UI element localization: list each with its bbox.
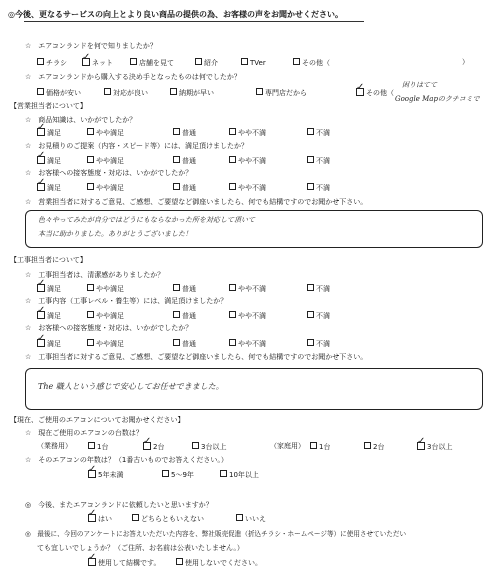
opt-publish-ok[interactable]: ✓使用して結構です。 [88, 558, 160, 568]
sales-comment-line1: 色々やってみたが自分ではどうにもならなかった所を対応して頂いて [38, 216, 255, 224]
section-work: 【工事担当者について】 [10, 256, 87, 264]
rating-very-satisfied[interactable] [37, 284, 61, 294]
rating-neutral[interactable] [173, 128, 196, 138]
rating-neutral[interactable] [173, 183, 196, 193]
rating-label: やや不満 [238, 285, 266, 293]
rating-label: 不満 [316, 285, 330, 293]
rating-label: 満足 [47, 184, 61, 192]
sales-comment-line2: 本当に助かりました。ありがとうございました！ [38, 230, 192, 238]
checkbox[interactable] [173, 339, 180, 346]
rating-label: やや満足 [96, 129, 124, 137]
rating-dissatisfied[interactable] [229, 128, 266, 138]
rating-label: 不満 [316, 129, 330, 137]
rating-very-dissatisfied[interactable] [307, 128, 330, 138]
rating-label: やや不満 [238, 184, 266, 192]
rating-very-satisfied[interactable] [37, 156, 61, 166]
checkbox[interactable] [307, 311, 314, 318]
rating-label: 普通 [182, 157, 196, 165]
opt-service[interactable]: 対応が良い [104, 88, 148, 98]
rating-label: 満足 [47, 157, 61, 165]
rating-label: やや満足 [96, 340, 124, 348]
checkbox[interactable] [229, 311, 236, 318]
checkbox[interactable] [192, 442, 199, 449]
checkbox-checked[interactable] [143, 442, 151, 450]
checkbox-checked[interactable] [37, 183, 45, 191]
opt-biz-3[interactable]: 3台以上 [192, 442, 226, 452]
q-publish-line1: ◎ 最後に、今回のアンケートにお答えいただいた内容を、弊社販売促進（折込チラシ・ホームページ等）に使用させていただい [25, 530, 407, 538]
opt-specialist[interactable]: 専門店だから [256, 88, 307, 98]
checkbox[interactable] [87, 339, 94, 346]
rating-very-satisfied[interactable] [37, 339, 61, 349]
checkbox[interactable] [173, 311, 180, 318]
rating-satisfied[interactable] [87, 284, 124, 294]
q-work-clean: ☆ 工事担当者は、清潔感がありましたか？ [25, 271, 165, 279]
label-home: （家庭用） [270, 442, 305, 450]
checkbox[interactable] [176, 558, 183, 565]
checkbox[interactable] [307, 128, 314, 135]
checkbox[interactable] [37, 58, 44, 65]
opt-again-yes[interactable]: ✓はい [88, 514, 112, 524]
other-note-1: 困りはてて [402, 81, 437, 89]
rating-very-dissatisfied[interactable] [307, 339, 330, 349]
opt-referral[interactable]: 紹介 [195, 58, 218, 68]
rating-satisfied[interactable] [87, 128, 124, 138]
rating-neutral[interactable] [173, 284, 196, 294]
checkbox[interactable] [130, 58, 137, 65]
checkbox[interactable] [229, 284, 236, 291]
opt-again-neutral[interactable]: どちらともいえない [132, 514, 204, 524]
opt-home-1[interactable]: 1台 [310, 442, 330, 452]
rating-dissatisfied[interactable] [229, 339, 266, 349]
rating-label: 満足 [47, 129, 61, 137]
rating-label: 不満 [316, 157, 330, 165]
rating-label: 満足 [47, 312, 61, 320]
checkbox[interactable] [229, 128, 236, 135]
rating-label: 不満 [316, 312, 330, 320]
checkbox[interactable] [229, 339, 236, 346]
checkbox-checked[interactable] [88, 558, 96, 566]
checkbox[interactable] [104, 88, 111, 95]
q-work-comment: ☆ 工事担当者に対するご意見、ご感想、ご要望など御座いましたら、何でも結構ですのでお聞かせ下さい。 [25, 353, 368, 361]
rating-very-dissatisfied[interactable] [307, 284, 330, 294]
q-decision: ☆ エアコンランドから購入する決め手となったものは何でしたか？ [25, 73, 241, 81]
checkbox[interactable] [364, 442, 371, 449]
checkbox[interactable] [229, 156, 236, 163]
q-sales-comment: ☆ 営業担当者に対するご意見、ご感想、ご要望など御座いましたら、何でも結構ですのでお聞かせ下さい。 [25, 198, 368, 206]
rating-label: 普通 [182, 340, 196, 348]
checkbox[interactable] [293, 58, 300, 65]
checkbox[interactable] [173, 183, 180, 190]
rating-very-satisfied[interactable] [37, 128, 61, 138]
rating-satisfied[interactable] [87, 339, 124, 349]
rating-very-dissatisfied[interactable] [307, 156, 330, 166]
rating-label: 満足 [47, 340, 61, 348]
checkbox[interactable] [162, 470, 169, 477]
opt-tver[interactable]: TVer [241, 58, 266, 68]
q-again: ◎ 今後、またエアコンランドに依頼したいと思いますか？ [25, 501, 213, 509]
checkbox[interactable] [256, 88, 263, 95]
rating-neutral[interactable] [173, 339, 196, 349]
opt-other[interactable]: その他（ [293, 58, 330, 68]
checkbox[interactable] [87, 284, 94, 291]
checkbox-checked[interactable] [88, 470, 96, 478]
checkbox-checked[interactable] [88, 514, 96, 522]
rating-label: やや不満 [238, 312, 266, 320]
opt-age-1[interactable]: ✓5年未満 [88, 470, 123, 480]
checkbox[interactable] [87, 128, 94, 135]
header-underline [24, 21, 364, 22]
checkbox[interactable] [310, 442, 317, 449]
rating-label: 不満 [316, 340, 330, 348]
rating-dissatisfied[interactable] [229, 183, 266, 193]
q-sales-attitude: ☆ お客様への接客態度・対応は、いかがでしたか？ [25, 169, 193, 177]
rating-satisfied[interactable] [87, 311, 124, 321]
q-sales-knowledge: ☆ 商品知識は、いかがでしたか？ [25, 116, 137, 124]
opt-home-3[interactable]: ✓ 3台以上 [417, 442, 452, 452]
checkbox[interactable] [307, 183, 314, 190]
opt-publish-no[interactable]: 使用しないでください。 [176, 558, 262, 568]
q-work-attitude: ☆ お客様への接客態度・対応は、いかがでしたか？ [25, 324, 193, 332]
rating-label: 満足 [47, 285, 61, 293]
checkbox-checked[interactable] [356, 88, 364, 96]
rating-very-satisfied[interactable] [37, 183, 61, 193]
rating-label: 不満 [316, 184, 330, 192]
survey-header: ◎今後、更なるサービスの向上とより良い商品の提供の為、お客様の声をお聞かせください。 [8, 10, 343, 19]
opt-age-3[interactable]: 10年以上 [220, 470, 259, 480]
opt-home-2[interactable]: 2台 [364, 442, 384, 452]
opt-net[interactable]: ✓ ネット [82, 58, 113, 68]
paren-close: ） [462, 58, 469, 66]
opt-delivery[interactable]: 納期が早い [170, 88, 214, 98]
rating-label: やや不満 [238, 157, 266, 165]
label-business: （業務用） [37, 442, 72, 450]
checkbox[interactable] [170, 88, 177, 95]
checkbox-checked[interactable] [37, 156, 45, 164]
checkbox[interactable] [236, 514, 243, 521]
rating-very-dissatisfied[interactable] [307, 183, 330, 193]
rating-label: 普通 [182, 285, 196, 293]
rating-label: やや満足 [96, 312, 124, 320]
q-how-known: ☆ エアコンランドを何で知りましたか？ [25, 42, 157, 50]
checkbox[interactable] [87, 183, 94, 190]
checkbox[interactable] [173, 128, 180, 135]
opt-store[interactable]: 店舗を見て [130, 58, 174, 68]
opt-age-2[interactable]: 5〜9年 [162, 470, 194, 480]
opt-other2[interactable]: ✓ その他（ [356, 88, 394, 98]
rating-dissatisfied[interactable] [229, 311, 266, 321]
rating-dissatisfied[interactable] [229, 156, 266, 166]
checkbox[interactable] [241, 58, 248, 65]
checkbox[interactable] [87, 156, 94, 163]
rating-very-satisfied[interactable] [37, 311, 61, 321]
q-sales-proposal: ☆ お見積りのご提案（内容・スピード等）には、満足頂けましたか？ [25, 142, 248, 150]
rating-dissatisfied[interactable] [229, 284, 266, 294]
checkbox[interactable] [307, 339, 314, 346]
rating-very-dissatisfied[interactable] [307, 311, 330, 321]
rating-label: 普通 [182, 184, 196, 192]
checkbox[interactable] [195, 58, 202, 65]
q-aircon-count: ☆ 現在ご使用のエアコンの台数は？ [25, 429, 143, 437]
checkbox-checked[interactable] [37, 284, 45, 292]
checkbox[interactable] [229, 183, 236, 190]
checkbox[interactable] [220, 470, 227, 477]
rating-label: 普通 [182, 129, 196, 137]
checkbox-checked[interactable] [417, 442, 425, 450]
q-aircon-age: ☆ そのエアコンの年数は？（1番古いものでお答えください。） [25, 456, 228, 464]
checkbox[interactable] [132, 514, 139, 521]
section-aircon: 【現在、ご使用のエアコンについてお聞かせください】 [10, 416, 185, 424]
opt-biz-1[interactable]: 1台 [88, 442, 108, 452]
checkbox-checked[interactable] [37, 311, 45, 319]
checkbox[interactable] [173, 284, 180, 291]
rating-label: やや満足 [96, 157, 124, 165]
rating-satisfied[interactable] [87, 183, 124, 193]
opt-biz-2[interactable]: ✓ 2台 [143, 442, 164, 452]
other-note-2: Google Mapのクチコミで [395, 95, 480, 103]
checkbox[interactable] [37, 88, 44, 95]
opt-again-no[interactable]: いいえ [236, 514, 266, 524]
rating-neutral[interactable] [173, 156, 196, 166]
work-comment-line1: The 職人という感じで安心してお任せできました。 [38, 382, 224, 391]
checkbox[interactable] [88, 442, 95, 449]
rating-label: やや満足 [96, 184, 124, 192]
rating-label: やや不満 [238, 340, 266, 348]
rating-label: やや不満 [238, 129, 266, 137]
rating-neutral[interactable] [173, 311, 196, 321]
checkbox-checked[interactable] [82, 58, 90, 66]
checkbox-checked[interactable] [37, 339, 45, 347]
section-sales: 【営業担当者について】 [10, 102, 87, 110]
opt-flyer[interactable]: チラシ [37, 58, 67, 68]
opt-price[interactable]: 価格が安い [37, 88, 81, 98]
rating-label: やや満足 [96, 285, 124, 293]
checkbox[interactable] [87, 311, 94, 318]
checkbox[interactable] [173, 156, 180, 163]
rating-label: 普通 [182, 312, 196, 320]
checkbox[interactable] [307, 156, 314, 163]
q-publish-line2: ても宜しいでしょうか？（ご住所、お名前は公表いたしません。） [37, 544, 244, 552]
checkbox[interactable] [307, 284, 314, 291]
rating-satisfied[interactable] [87, 156, 124, 166]
checkbox-checked[interactable] [37, 128, 45, 136]
q-work-quality: ☆ 工事内容（工事レベル・養生等）には、満足頂けましたか？ [25, 297, 228, 305]
